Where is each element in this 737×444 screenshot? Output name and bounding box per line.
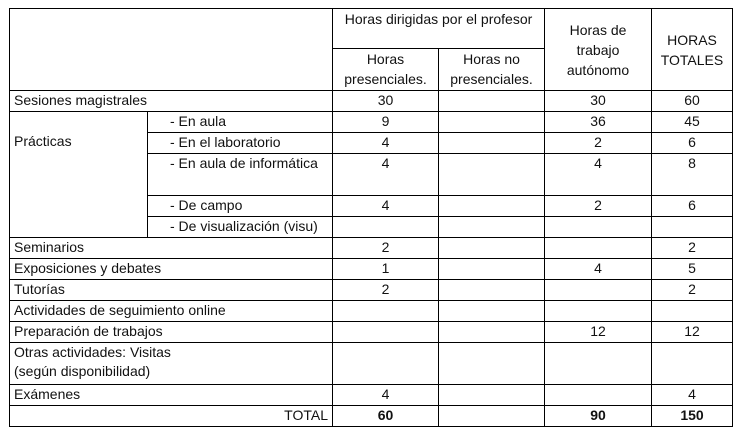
cell-autonomo: 2 (545, 196, 652, 217)
cell-no-presenciales (439, 91, 545, 112)
total-autonomo: 90 (545, 406, 652, 427)
cell-autonomo: 4 (545, 259, 652, 280)
table-row (10, 322, 733, 343)
total-row (10, 406, 733, 427)
cell-no-presenciales (439, 238, 545, 259)
header-empty-cell (10, 9, 333, 91)
cell-presenciales (333, 343, 439, 385)
cell-autonomo (545, 280, 652, 301)
cell-autonomo (545, 217, 652, 238)
cell-autonomo (545, 343, 652, 385)
cell-total (652, 217, 733, 238)
practicas-label-text: Prácticas (14, 133, 72, 149)
cell-no-presenciales (439, 280, 545, 301)
cell-no-presenciales (439, 259, 545, 280)
cell-autonomo (545, 385, 652, 406)
cell-presenciales: 30 (333, 91, 439, 112)
row-label: Preparación de trabajos (10, 322, 333, 343)
cell-total: 12 (652, 322, 733, 343)
table-row (10, 343, 733, 385)
cell-total (652, 301, 733, 322)
cell-no-presenciales (439, 133, 545, 154)
total-total: 150 (652, 406, 733, 427)
row-label: Otras actividades: Visitas (según disponibilidad) (10, 343, 333, 385)
practicas-label (10, 112, 148, 238)
cell-presenciales: 4 (333, 154, 439, 196)
table-row (10, 91, 733, 112)
table-row (10, 238, 733, 259)
cell-autonomo: 30 (545, 91, 652, 112)
row-label: - De visualización (visu) (148, 217, 333, 238)
cell-presenciales: 4 (333, 133, 439, 154)
cell-presenciales: 9 (333, 112, 439, 133)
cell-autonomo: 4 (545, 154, 652, 196)
cell-no-presenciales (439, 301, 545, 322)
row-label: Actividades de seguimiento online (10, 301, 333, 322)
table-row (10, 301, 733, 322)
header-autonomo: Horas de trabajo autónomo (545, 9, 652, 91)
row-label: - En aula de informática (148, 154, 333, 196)
cell-autonomo (545, 238, 652, 259)
total-label: TOTAL (10, 406, 333, 427)
cell-total: 2 (652, 280, 733, 301)
total-presenciales: 60 (333, 406, 439, 427)
header-no-presenciales: Horas no presenciales. (439, 49, 545, 91)
cell-presenciales (333, 217, 439, 238)
table-row (10, 112, 733, 133)
row-label: - En el laboratorio (148, 133, 333, 154)
cell-total: 6 (652, 133, 733, 154)
cell-no-presenciales (439, 112, 545, 133)
cell-total: 5 (652, 259, 733, 280)
cell-presenciales: 2 (333, 238, 439, 259)
row-label: Tutorías (10, 280, 333, 301)
cell-total (652, 343, 733, 385)
cell-no-presenciales (439, 217, 545, 238)
cell-total: 2 (652, 238, 733, 259)
row-label: - En aula (148, 112, 333, 133)
cell-presenciales (333, 322, 439, 343)
cell-presenciales: 1 (333, 259, 439, 280)
cell-total: 4 (652, 385, 733, 406)
cell-total: 45 (652, 112, 733, 133)
cell-presenciales: 4 (333, 385, 439, 406)
row-label: Sesiones magistrales (10, 91, 333, 112)
hours-table (9, 8, 733, 427)
cell-autonomo: 2 (545, 133, 652, 154)
cell-total: 6 (652, 196, 733, 217)
row-label: Exámenes (10, 385, 333, 406)
cell-autonomo: 12 (545, 322, 652, 343)
cell-presenciales: 4 (333, 196, 439, 217)
cell-no-presenciales (439, 154, 545, 196)
cell-total: 8 (652, 154, 733, 196)
table-row (10, 259, 733, 280)
cell-no-presenciales (439, 322, 545, 343)
table-row (10, 280, 733, 301)
cell-presenciales (333, 301, 439, 322)
cell-no-presenciales (439, 196, 545, 217)
total-no-presenciales (439, 406, 545, 427)
row-label: Exposiciones y debates (10, 259, 333, 280)
cell-no-presenciales (439, 385, 545, 406)
table-row (10, 385, 733, 406)
row-label: - De campo (148, 196, 333, 217)
row-label: Seminarios (10, 238, 333, 259)
header-row (10, 9, 733, 49)
cell-presenciales: 2 (333, 280, 439, 301)
header-totales: HORAS TOTALES (652, 9, 733, 91)
header-presenciales: Horas presenciales. (333, 49, 439, 91)
cell-autonomo (545, 301, 652, 322)
header-dirigidas: Horas dirigidas por el profesor (333, 9, 545, 49)
cell-autonomo: 36 (545, 112, 652, 133)
cell-total: 60 (652, 91, 733, 112)
cell-no-presenciales (439, 343, 545, 385)
